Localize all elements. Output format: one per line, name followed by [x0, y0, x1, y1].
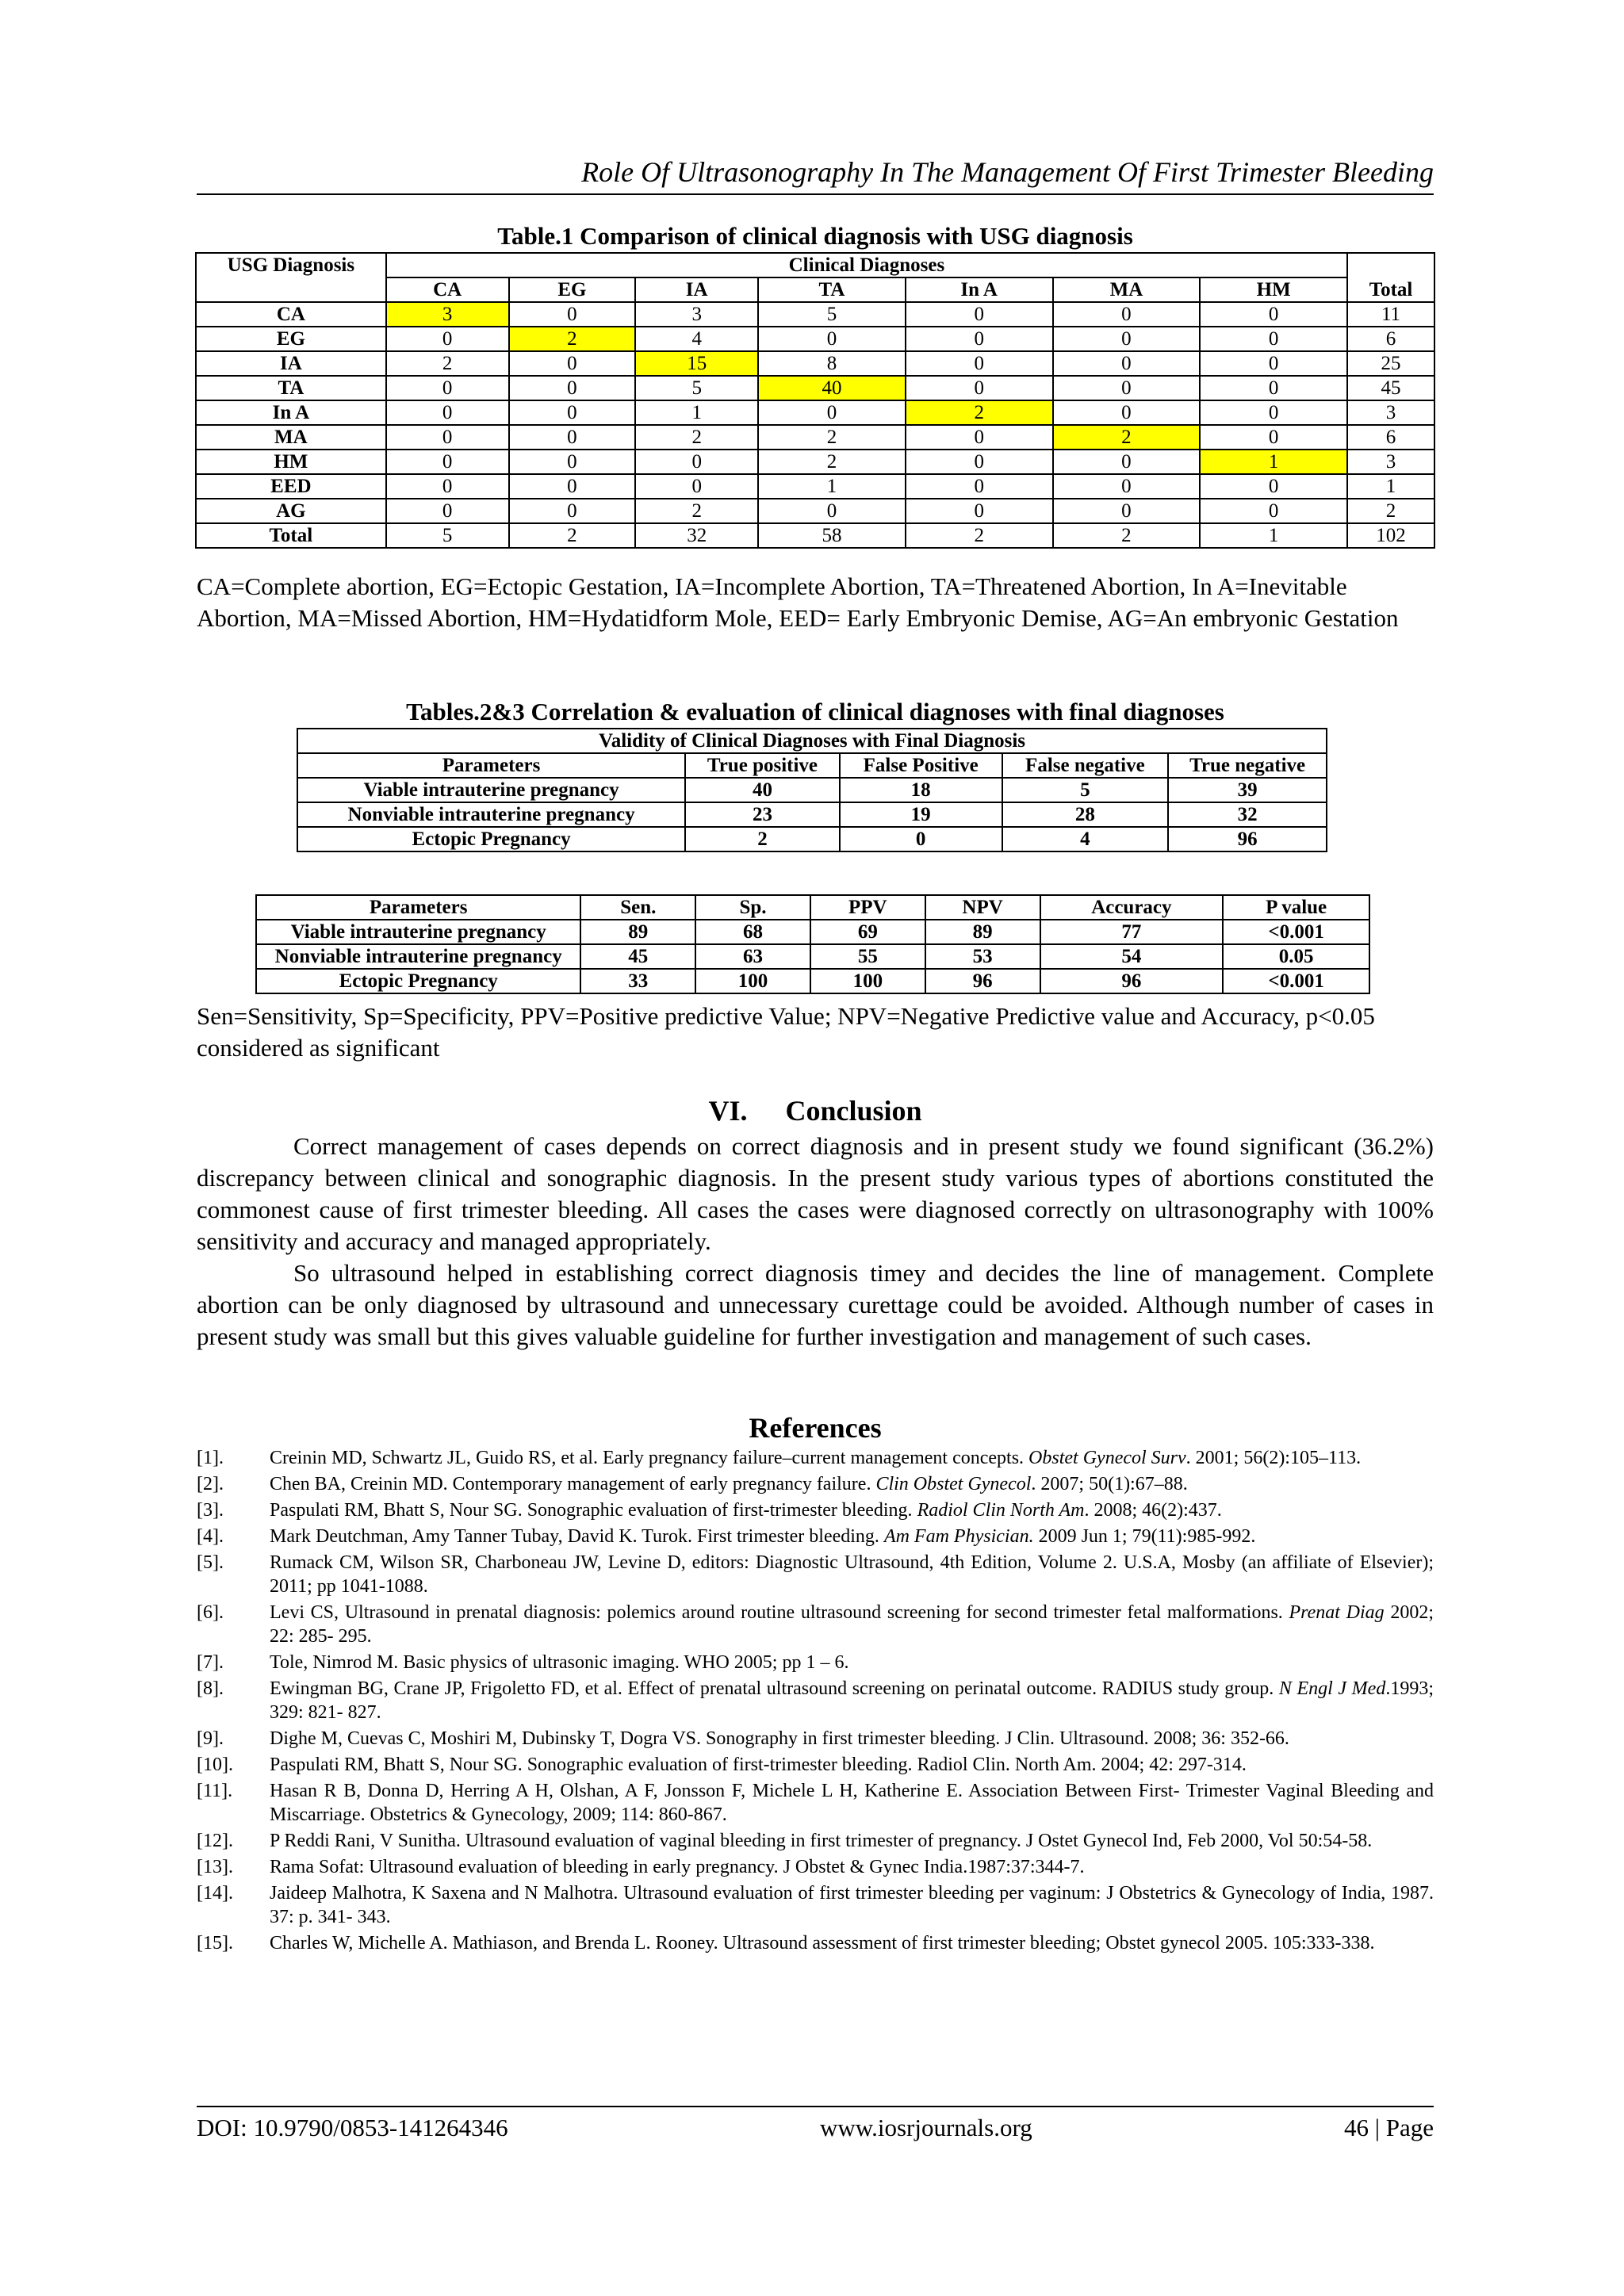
reference-number: [6]. [197, 1602, 224, 1623]
table1-cell: 0 [509, 425, 636, 450]
reference-journal: Prenat Diag [1289, 1602, 1385, 1623]
list-item [197, 1525, 1434, 1548]
table3-cell: 55 [810, 944, 925, 969]
table1 [195, 252, 1435, 549]
table1-cell: 2 [635, 499, 758, 523]
table3-cell: 45 [580, 944, 695, 969]
table3-header: P value [1223, 895, 1369, 920]
table1-row-total: 6 [1347, 327, 1434, 351]
table1-row-label: EED [196, 474, 386, 499]
table3-header: NPV [925, 895, 1040, 920]
table1-col-header: CA [386, 277, 509, 302]
table1-cell: 0 [906, 327, 1053, 351]
table2-cell: 40 [685, 778, 840, 802]
table3-header: Parameters [256, 895, 580, 920]
reference-text [270, 1446, 1434, 1470]
table3-cell: 100 [695, 969, 810, 993]
conclusion-paragraph-1: Correct management of cases depends on correct diagnosis and in present study we found significant (36.2%) discrepancy between clinical and sonographic diagnosis. In the present study various types of abortions constituted the commonest cause of first trimester bleeding. All cases the cases were diagnosed correctly on ultrasonography with 100% sensitivity and accuracy and managed appropriately. [197, 1132, 1434, 1255]
table1-row-label: In A [196, 400, 386, 425]
table1-cell: 0 [386, 327, 509, 351]
table3-cell: 53 [925, 944, 1040, 969]
reference-journal: Clin Obstet Gynecol [875, 1474, 1032, 1494]
table2-header: False Positive [840, 753, 1002, 778]
table3-cell: 69 [810, 920, 925, 944]
reference-tail: . 2001; 56(2):105–113. [1185, 1448, 1362, 1468]
table1-cell: 2 [509, 327, 636, 351]
table3-note: Sen=Sensitivity, Sp=Specificity, PPV=Positive predictive Value; NPV=Negative Predictive value and Accuracy, p<0.05 considered as significant [197, 1002, 1375, 1062]
table3-cell: 63 [695, 944, 810, 969]
table1-cell: 0 [758, 400, 906, 425]
reference-main: Charles W, Michelle A. Mathiason, and Brenda L. Rooney. Ultrasound assessment of first trimester bleeding; Obstet gynecol 2005. 105:333-338. [270, 1933, 1375, 1954]
table1-row-total: 45 [1347, 376, 1434, 400]
list-item [197, 1753, 1434, 1777]
reference-main: Jaideep Malhotra, K Saxena and N Malhotra. Ultrasound evaluation of first trimester bleeding per vaginum: J Obstetrics & Gynecology of India, 1987. 37: p. 341- 343. [270, 1883, 1434, 1927]
table1-row-total: 3 [1347, 400, 1434, 425]
reference-text [270, 1677, 1434, 1724]
table1-cell: 0 [1200, 400, 1347, 425]
table1-row-total: 11 [1347, 302, 1434, 327]
table-row [297, 802, 1327, 827]
conclusion-title: Conclusion [785, 1095, 922, 1127]
table1-note: CA=Complete abortion, EG=Ectopic Gestation, IA=Incomplete Abortion, TA=Threatened Abortion, In A=Inevitable Abortion, MA=Missed Abortion, HM=Hydatidform Mole, EED= Early Embryonic Demise, AG=An embryonic Gestation [197, 572, 1399, 632]
reference-number: [11]. [197, 1781, 233, 1801]
table2-caption: Tables.2&3 Correlation & evaluation of clinical diagnoses with final diagnoses [406, 698, 1224, 725]
reference-text [270, 1551, 1434, 1598]
reference-text [270, 1931, 1434, 1955]
table1-cell: 0 [386, 499, 509, 523]
table2-cell: 23 [685, 802, 840, 827]
reference-main: Paspulati RM, Bhatt S, Nour SG. Sonographic evaluation of first-trimester bleeding. Radiol Clin. North Am. 2004; 42: 297-314. [270, 1755, 1247, 1775]
table1-cell: 0 [1053, 351, 1201, 376]
table1-col-header: HM [1200, 277, 1347, 302]
table1-cell: 0 [1053, 302, 1201, 327]
reference-number: [10]. [197, 1755, 233, 1775]
table1-cell: 0 [906, 499, 1053, 523]
table1-cell: 0 [1200, 425, 1347, 450]
table3-header: Accuracy [1040, 895, 1224, 920]
reference-number: [8]. [197, 1678, 224, 1699]
reference-journal: Obstet Gynecol Surv [1028, 1448, 1186, 1468]
table1-row-total: 102 [1347, 523, 1434, 548]
table3-cell: 54 [1040, 944, 1224, 969]
table1-cell: 0 [386, 474, 509, 499]
table1-row-label: EG [196, 327, 386, 351]
reference-text [270, 1779, 1434, 1827]
table1-row-total: 6 [1347, 425, 1434, 450]
reference-number: [4]. [197, 1526, 224, 1547]
table2-cell: 39 [1168, 778, 1327, 802]
header-rule [197, 193, 1434, 195]
table1-cell: 15 [635, 351, 758, 376]
table1-cell: 0 [1200, 302, 1347, 327]
table1-cell: 0 [509, 400, 636, 425]
footer-site: www.iosrjournals.org [819, 2114, 1032, 2141]
reference-text [270, 1855, 1434, 1879]
reference-text [270, 1753, 1434, 1777]
table1-cell: 0 [386, 400, 509, 425]
table-row [196, 376, 1434, 400]
table1-cell: 0 [386, 376, 509, 400]
table1-cell: 2 [386, 351, 509, 376]
table1-cell: 0 [635, 450, 758, 474]
table3-cell: 77 [1040, 920, 1224, 944]
table3-cell: 100 [810, 969, 925, 993]
reference-number: [9]. [197, 1728, 224, 1749]
table-row [196, 523, 1434, 548]
reference-text [270, 1472, 1434, 1496]
list-item [197, 1446, 1434, 1470]
reference-main: Paspulati RM, Bhatt S, Nour SG. Sonographic evaluation of first-trimester bleeding. [270, 1500, 917, 1521]
reference-text [270, 1829, 1434, 1853]
table3-cell: 89 [580, 920, 695, 944]
reference-tail: 2009 Jun 1; 79(11):985-992. [1033, 1526, 1256, 1547]
reference-journal: Radiol Clin North Am [917, 1500, 1085, 1521]
list-item [197, 1651, 1434, 1674]
conclusion-heading [197, 1094, 1434, 1127]
table1-row-label: AG [196, 499, 386, 523]
table1-cell: 2 [509, 523, 636, 548]
table1-cell: 0 [386, 425, 509, 450]
table2-cell: 5 [1002, 778, 1169, 802]
table2-header: Parameters [297, 753, 685, 778]
table1-cell: 0 [906, 425, 1053, 450]
table1-row-label: TA [196, 376, 386, 400]
reference-tail: .1993; 329: 821- 827. [270, 1678, 1434, 1723]
table3-header: Sp. [695, 895, 810, 920]
table1-col-header: EG [509, 277, 636, 302]
table1-cell: 0 [906, 474, 1053, 499]
table1-cell: 4 [635, 327, 758, 351]
reference-number: [14]. [197, 1883, 233, 1904]
table3-header: PPV [810, 895, 925, 920]
table1-cell: 0 [906, 351, 1053, 376]
reference-main: P Reddi Rani, V Sunitha. Ultrasound evaluation of vaginal bleeding in first trimester of pregnancy. J Ostet Gynecol Ind, Feb 2000, Vol 50:54-58. [270, 1831, 1373, 1851]
table3-cell: Ectopic Pregnancy [256, 969, 580, 993]
table-row [256, 920, 1369, 944]
table1-cell: 0 [635, 474, 758, 499]
footer-page: 46 | Page [1344, 2114, 1434, 2141]
table1-row-label: HM [196, 450, 386, 474]
table1-corner-label: USG Diagnosis [196, 253, 386, 302]
table1-cell: 40 [758, 376, 906, 400]
conclusion-paragraph-2: So ultrasound helped in establishing correct diagnosis timey and decides the line of management. Complete abortion can be only diagnosed by ultrasound and unnecessary curettage could be avoided. Although number of cases in present study was small but this gives valuable guideline for further investigation and management of such cases. [197, 1259, 1434, 1350]
table2-cell: 32 [1168, 802, 1327, 827]
table1-cell: 0 [1053, 450, 1201, 474]
table-row [297, 827, 1327, 851]
table2-header: True negative [1168, 753, 1327, 778]
table1-cell: 2 [1053, 523, 1201, 548]
reference-number: [13]. [197, 1857, 233, 1877]
table1-cell: 0 [509, 302, 636, 327]
table1-col-header: MA [1053, 277, 1201, 302]
table-row [196, 400, 1434, 425]
table-row [297, 778, 1327, 802]
reference-tail: . 2008; 46(2):437. [1084, 1500, 1222, 1521]
table-row [256, 969, 1369, 993]
list-item [197, 1677, 1434, 1724]
reference-number: [12]. [197, 1831, 233, 1851]
table1-col-header: In A [906, 277, 1053, 302]
table1-cell: 1 [758, 474, 906, 499]
table1-cell: 2 [758, 450, 906, 474]
table1-cell: 3 [635, 302, 758, 327]
footer-rule [197, 2106, 1434, 2107]
table1-cell: 58 [758, 523, 906, 548]
reference-number: [1]. [197, 1448, 224, 1468]
table-row [196, 450, 1434, 474]
reference-tail: . 2007; 50(1):67–88. [1031, 1474, 1188, 1494]
table1-cell: 5 [758, 302, 906, 327]
table1-cell: 0 [1053, 499, 1201, 523]
reference-number: [2]. [197, 1474, 224, 1494]
table1-cell: 0 [1200, 327, 1347, 351]
reference-text [270, 1651, 1434, 1674]
reference-main: Chen BA, Creinin MD. Contemporary management of early pregnancy failure. [270, 1474, 876, 1494]
conclusion-number: VI. [708, 1095, 748, 1127]
table3 [255, 894, 1370, 994]
reference-tail: 2002; 22: 285- 295. [270, 1602, 1434, 1647]
table3-cell: 96 [1040, 969, 1224, 993]
table3-cell: <0.001 [1223, 920, 1369, 944]
footer-doi: DOI: 10.9790/0853-141264346 [197, 2114, 508, 2141]
table1-cell: 0 [1200, 474, 1347, 499]
list-item [197, 1601, 1434, 1648]
table1-cell: 2 [635, 425, 758, 450]
table1-cell: 0 [1200, 351, 1347, 376]
list-item [197, 1931, 1434, 1955]
table2-header: True positive [685, 753, 840, 778]
table1-cell: 2 [906, 400, 1053, 425]
table1-row-label: Total [196, 523, 386, 548]
table2-cell: 96 [1168, 827, 1327, 851]
table3-cell: 89 [925, 920, 1040, 944]
table-row [196, 327, 1434, 351]
table1-cell: 1 [1200, 523, 1347, 548]
table1-cell: 3 [386, 302, 509, 327]
table1-cell: 8 [758, 351, 906, 376]
table2-cell: Ectopic Pregnancy [297, 827, 685, 851]
table1-cell: 5 [635, 376, 758, 400]
table-row [196, 351, 1434, 376]
table1-cell: 0 [1053, 376, 1201, 400]
reference-main: Tole, Nimrod M. Basic physics of ultrasonic imaging. WHO 2005; pp 1 – 6. [270, 1652, 849, 1673]
list-item [197, 1881, 1434, 1929]
table1-cell: 0 [1200, 376, 1347, 400]
table3-cell: <0.001 [1223, 969, 1369, 993]
table1-cell: 0 [1053, 400, 1201, 425]
table2-title: Validity of Clinical Diagnoses with Final Diagnosis [297, 729, 1327, 753]
reference-main: Dighe M, Cuevas C, Moshiri M, Dubinsky T, Dogra VS. Sonography in first trimester bleeding. J Clin. Ultrasound. 2008; 36: 352-66. [270, 1728, 1289, 1749]
table2 [297, 728, 1327, 852]
table1-cell: 0 [509, 351, 636, 376]
table1-cell: 0 [509, 474, 636, 499]
reference-main: Creinin MD, Schwartz JL, Guido RS, et al. Early pregnancy failure–current management concepts. [270, 1448, 1029, 1468]
table-row [196, 302, 1434, 327]
table-row [196, 425, 1434, 450]
reference-main: Hasan R B, Donna D, Herring A H, Olshan, A F, Jonsson F, Michele L H, Katherine E. Association Between First- Trimester Vaginal Bleeding and Miscarriage. Obstetrics & Gynecology, 2009; 114: 860-867. [270, 1781, 1434, 1825]
table2-cell: Viable intrauterine pregnancy [297, 778, 685, 802]
table1-cell: 2 [758, 425, 906, 450]
table2-cell: 19 [840, 802, 1002, 827]
table1-row-label: CA [196, 302, 386, 327]
list-item [197, 1551, 1434, 1598]
table1-row-total: 25 [1347, 351, 1434, 376]
reference-main: Mark Deutchman, Amy Tanner Tubay, David K. Turok. First trimester bleeding. [270, 1526, 884, 1547]
table1-cell: 0 [1053, 474, 1201, 499]
table1-row-label: IA [196, 351, 386, 376]
reference-text [270, 1727, 1434, 1751]
reference-main: Levi CS, Ultrasound in prenatal diagnosis: polemics around routine ultrasound screening for second trimester fetal malformations. [270, 1602, 1289, 1623]
table-row [196, 499, 1434, 523]
table1-row-total: 3 [1347, 450, 1434, 474]
reference-number: [5]. [197, 1552, 224, 1573]
references-list [197, 1446, 1434, 1957]
table1-cell: 0 [758, 499, 906, 523]
table1-row-total: 2 [1347, 499, 1434, 523]
table3-cell: 96 [925, 969, 1040, 993]
table2-cell: 0 [840, 827, 1002, 851]
list-item [197, 1829, 1434, 1853]
table1-cell: 0 [906, 376, 1053, 400]
table2-cell: Nonviable intrauterine pregnancy [297, 802, 685, 827]
table1-cell: 1 [635, 400, 758, 425]
table2-cell: 28 [1002, 802, 1169, 827]
table-row [196, 474, 1434, 499]
reference-main: Rumack CM, Wilson SR, Charboneau JW, Levine D, editors: Diagnostic Ultrasound, 4th Edition, Volume 2. U.S.A, Mosby (an affiliate of Elsevier); 2011; pp 1041-1088. [270, 1552, 1434, 1597]
reference-main: Rama Sofat: Ultrasound evaluation of bleeding in early pregnancy. J Obstet & Gynec India.1987:37:344-7. [270, 1857, 1085, 1877]
table3-cell: 33 [580, 969, 695, 993]
table2-cell: 2 [685, 827, 840, 851]
table1-cell: 0 [1053, 327, 1201, 351]
table1-cell: 0 [1200, 499, 1347, 523]
list-item [197, 1779, 1434, 1827]
table2-cell: 4 [1002, 827, 1169, 851]
table3-cell: 0.05 [1223, 944, 1369, 969]
reference-text [270, 1881, 1434, 1929]
table-row [256, 944, 1369, 969]
reference-journal: Am Fam Physician. [883, 1526, 1034, 1547]
table1-cell: 1 [1200, 450, 1347, 474]
running-head: Role Of Ultrasonography In The Management Of First Trimester Bleeding [581, 156, 1434, 188]
reference-text [270, 1601, 1434, 1648]
table1-cell: 0 [509, 450, 636, 474]
table2-header: False negative [1002, 753, 1169, 778]
footer [197, 2114, 1434, 2142]
table1-row-total: 1 [1347, 474, 1434, 499]
table1-cell: 0 [509, 376, 636, 400]
table1-total-header: Total [1347, 253, 1434, 302]
table1-cell: 2 [1053, 425, 1201, 450]
list-item [197, 1472, 1434, 1496]
reference-journal: N Engl J Med [1278, 1678, 1386, 1699]
table2-cell: 18 [840, 778, 1002, 802]
table3-cell: 68 [695, 920, 810, 944]
table1-cell: 0 [906, 302, 1053, 327]
table1-cell: 32 [635, 523, 758, 548]
list-item [197, 1727, 1434, 1751]
table1-cell: 0 [906, 450, 1053, 474]
reference-number: [15]. [197, 1933, 233, 1954]
list-item [197, 1855, 1434, 1879]
table1-group-label: Clinical Diagnoses [386, 253, 1347, 277]
reference-number: [7]. [197, 1652, 224, 1673]
reference-text [270, 1525, 1434, 1548]
reference-text [270, 1498, 1434, 1522]
table1-col-header: IA [635, 277, 758, 302]
table1-cell: 0 [386, 450, 509, 474]
table1-cell: 2 [906, 523, 1053, 548]
table3-header: Sen. [580, 895, 695, 920]
table1-cell: 0 [758, 327, 906, 351]
conclusion-body [197, 1131, 1434, 1353]
table3-cell: Nonviable intrauterine pregnancy [256, 944, 580, 969]
table1-cell: 0 [509, 499, 636, 523]
references-heading: References [749, 1412, 882, 1444]
reference-number: [3]. [197, 1500, 224, 1521]
table1-caption: Table.1 Comparison of clinical diagnosis with USG diagnosis [497, 222, 1133, 250]
reference-main: Ewingman BG, Crane JP, Frigoletto FD, et al. Effect of prenatal ultrasound screening on perinatal outcome. RADIUS study group. [270, 1678, 1279, 1699]
table1-cell: 5 [386, 523, 509, 548]
list-item [197, 1498, 1434, 1522]
table1-row-label: MA [196, 425, 386, 450]
table1-col-header: TA [758, 277, 906, 302]
table3-cell: Viable intrauterine pregnancy [256, 920, 580, 944]
